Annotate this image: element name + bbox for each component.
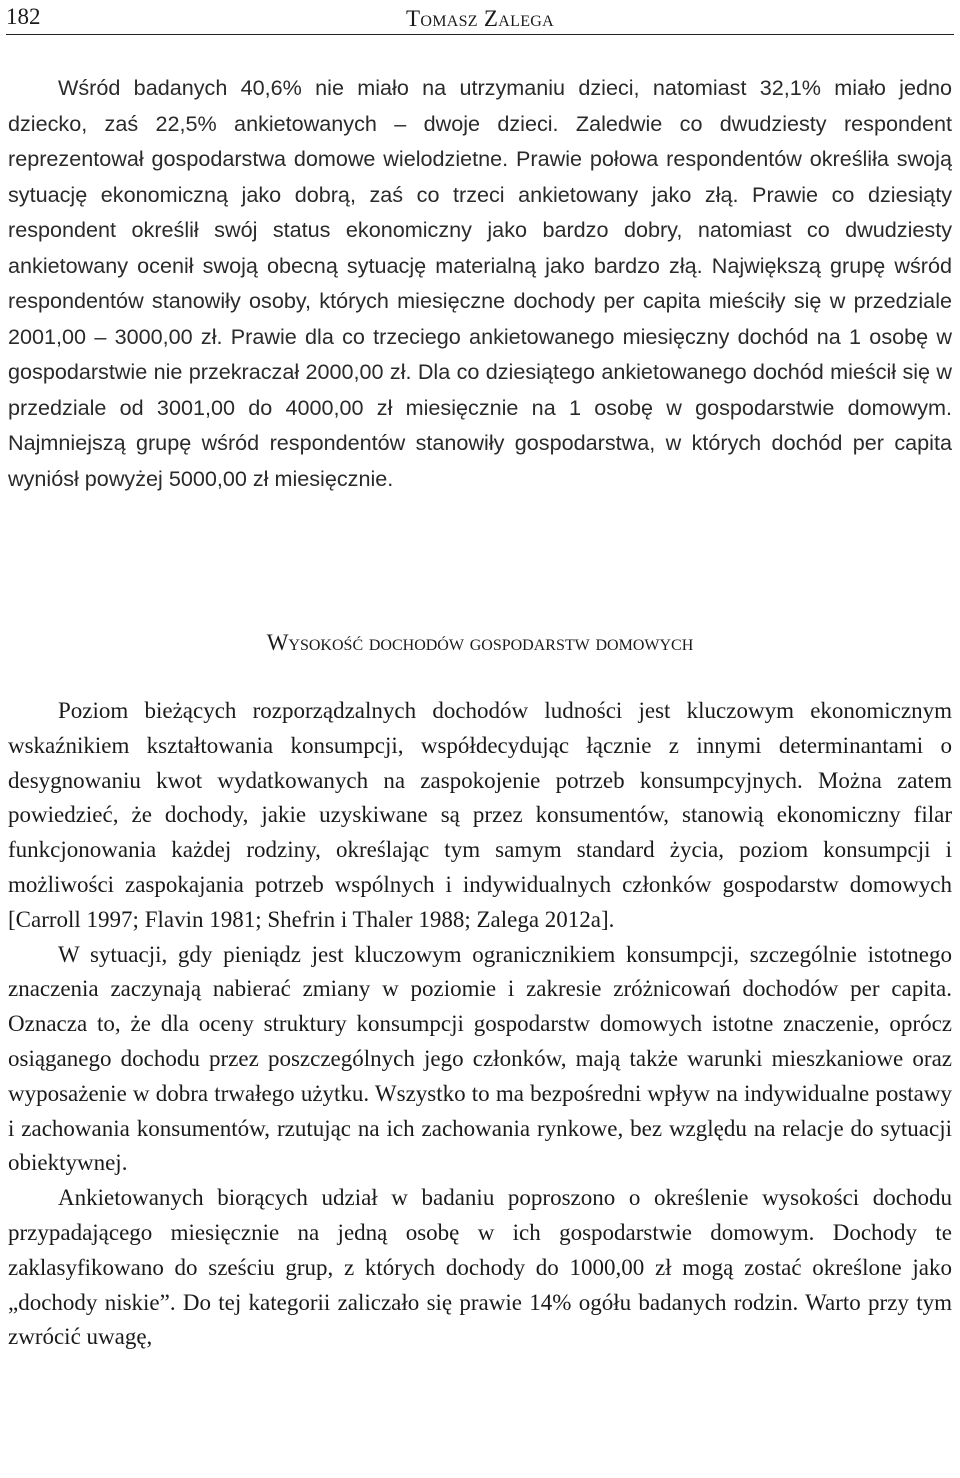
intro-text-block — [8, 70, 952, 496]
section-paragraph: Ankietowanych biorących udział w badaniu poproszono o określenie wysokości dochodu przypadającego miesięcznie na jedną osobę w ich gospodarstwie domowym. Dochody te zaklasyfikowano do sześciu grup, z których dochody do 1000,00 zł mogą zostać określone jako „dochody niskie”. Do tej kategorii zaliczało się prawie 14% ogółu badanych rodzin. Warto przy tym zwrócić uwagę, — [8, 1185, 952, 1350]
intro-paragraph: Wśród badanych 40,6% nie miało na utrzymaniu dzieci, natomiast 32,1% miało jedno dziecko, zaś 22,5% ankietowanych – dwoje dzieci. Zaledwie co dwudziesty respondent reprezentował gospodarstwa domowe wielodzietne. Prawie połowa respondentów określiła swoją sytuację ekonomiczną jako dobrą, zaś co trzeci ankietowany jako złą. Prawie co dziesiąty respondent określił swój status ekonomiczny jako bardzo dobry, natomiast co dwudziesty ankietowany ocenił swoją obecną sytuację materialną jako bardzo złą. Największą grupę wśród respondentów stanowiły osoby, których miesięczne dochody per capita mieściły się w przedziale 2001,00 – 3000,00 zł. Prawie dla co trzeciego ankietowanego miesięczny dochód na 1 osobę w gospodarstwie nie przekraczał 2000,00 zł. Dla co dziesiątego ankietowanego dochód mieścił się w przedziale od 3001,00 do 4000,00 zł miesięcznie na 1 osobę w gospodarstwie domowym. Najmniejszą grupę wśród respondentów stanowiły gospodarstwa, w których dochód per capita wyniósł powyżej 5000,00 zł miesięcznie. — [8, 75, 952, 491]
section-text-block — [8, 694, 952, 1355]
section-paragraph: Poziom bieżących rozporządzalnych dochodów ludności jest kluczowym ekonomicznym wskaźnikiem kształtowania konsumpcji, współdecydując łącznie z innymi determinantami o desygnowaniu kwot wydatkowanych na zaspokojenie potrzeb konsumpcyjnych. Można zatem powiedzieć, że dochody, jakie uzyskiwane są przez konsumentów, stanowią ekonomiczny filar funkcjonowania każdej rodziny, określając tym samym standard życia, poziom konsumpcji i możliwości zaspokajania potrzeb wspólnych i indywidualnych członków gospodarstw domowych [Carroll 1997; Flavin 1981; Shefrin i Thaler 1988; Zalega 2012a]. — [8, 698, 952, 932]
page-number: 182 — [6, 4, 41, 29]
section-paragraph: W sytuacji, gdy pieniądz jest kluczowym ogranicznikiem konsumpcji, szczególnie istotnego znaczenia zaczynają nabierać zmiany w poziomie i zakresie zróżnicowań dochodów per capita. Oznacza to, że dla oceny struktury konsumpcji gospodarstw domowych istotne znaczenie, oprócz osiąganego dochodu przez poszczególnych jego członków, mają także warunki mieszkaniowe oraz wyposażenie w dobra trwałego użytku. Wszystko to ma bezpośredni wpływ na indywidualne postawy i zachowania konsumentów, rzutując na ich zachowania rynkowe, bez względu na relacje do sytuacji obiektywnej. — [8, 941, 952, 1176]
section-heading: Wysokość dochodów gospodarstw domowych — [266, 630, 694, 655]
running-header — [6, 2, 954, 35]
running-header-author: Tomasz Zalega — [406, 6, 554, 31]
